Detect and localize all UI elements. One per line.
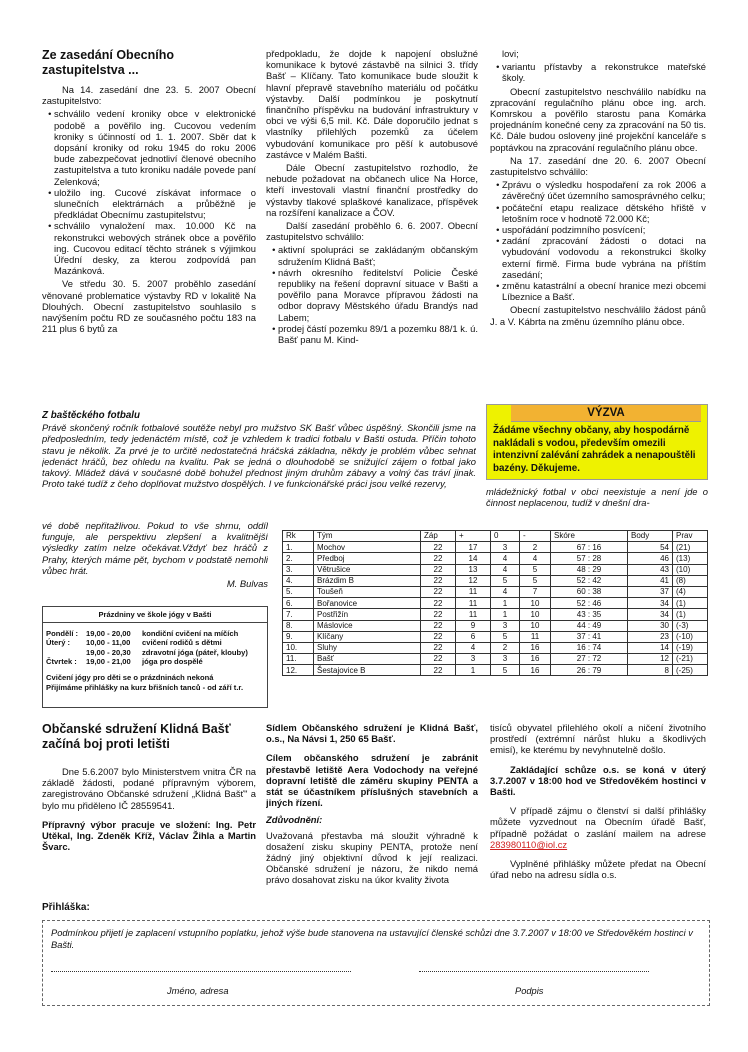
list-item: • variantu přístavby a rekonstrukce mateřské školy. [502, 61, 706, 83]
table-cell: 4. [283, 575, 314, 586]
yoga-time: 10,00 - 11,00 [86, 638, 131, 648]
table-cell: Předboj [314, 553, 421, 564]
table-cell: 3 [491, 654, 520, 665]
klidna-col1 [42, 722, 256, 894]
col-header: Záp [421, 531, 456, 542]
table-cell: 30 [628, 620, 673, 631]
col-header: + [456, 531, 491, 542]
col-header: Body [628, 531, 673, 542]
paragraph: Vyplněné přihlášky můžete předat na Obecní úřad nebo na adresu sídla o.s. [490, 858, 706, 881]
table-cell: 10 [520, 609, 551, 620]
paragraph [490, 805, 706, 850]
table-cell: 12 [456, 575, 491, 586]
yoga-day [43, 648, 86, 658]
resolution-list [42, 108, 256, 276]
table-row [283, 620, 708, 631]
table-cell: 44 : 49 [551, 620, 628, 631]
klidna-col3 [490, 722, 706, 912]
yoga-time: 19,00 - 21,00 [86, 657, 131, 667]
table-cell: (8) [673, 575, 708, 586]
table-cell: (-19) [673, 642, 708, 653]
name-address-line[interactable] [51, 970, 351, 972]
article-zasedani-col1 [42, 48, 256, 398]
list-item: • zadání zpracování žádosti o dotaci na vybudování vodovodu a rekonstrukci školky externí firmě. Firma bude vybrána na příštím zasedání; [502, 235, 706, 280]
table-cell: 1 [491, 598, 520, 609]
table-cell: 22 [421, 542, 456, 553]
yoga-activity: cvičení rodičů s dětmi [142, 638, 222, 648]
table-row [283, 609, 708, 620]
table-cell: 34 [628, 609, 673, 620]
article-zasedani-col2 [266, 48, 478, 398]
table-cell: 26 : 79 [551, 665, 628, 676]
table-cell: 12. [283, 665, 314, 676]
paragraph: Dále Obecní zastupitelstvo rozhodlo, že nebude požadovat na občanech ulice Na Horce, kteří investovali vlastní finanční prostředky do výstavby tlakové splaškové kanalizace, příspěvek na rozšíření kanalizace a ČOV. [266, 162, 478, 218]
paragraph: Sídlem Občanského sdružení je Klidná Bašť, o.s., Na Návsi 1, 250 65 Bašť. [266, 722, 478, 745]
football-article-cont-left [42, 520, 268, 600]
paragraph: Obecní zastupitelstvo neschválilo nabídku na zpracování regulačního plánu obce ing. arch. Komrskou a pověřilo starostu pana Komárka projednáním konečné ceny za zpracování na 50 tis. Kč. Dále budou osloveny jiné projekční kanceláře s poptávkou na zpracování regulačního plánu obce. [490, 85, 706, 153]
table-cell: Toušeň [314, 586, 421, 597]
table-cell: 27 : 72 [551, 654, 628, 665]
signature-label: Podpis [515, 986, 544, 996]
paragraph: tisíců obyvatel přilehlého okolí a ničení životního prostředí (extrémní nárůst hluku a škodlivých emisí), ke kterému by nevyhnutelně došlo. [490, 722, 706, 756]
table-cell: (-25) [673, 665, 708, 676]
table-cell: 17 [456, 542, 491, 553]
yoga-activity: kondiční cvičení na míčích [142, 628, 239, 638]
yoga-day: Pondělí : [46, 628, 79, 638]
table-cell: (-21) [673, 654, 708, 665]
table-cell: 5. [283, 586, 314, 597]
table-cell: 6 [456, 631, 491, 642]
table-row [283, 553, 708, 564]
yoga-note: Cvičení jógy pro děti se o prázdninách nekoná [46, 672, 214, 682]
yoga-day: Úterý : [46, 638, 71, 648]
table-cell: (-3) [673, 620, 708, 631]
table-cell: (4) [673, 586, 708, 597]
yoga-note: Přijímáme přihlášky na kurz břišních tanců - od září t.r. [46, 682, 244, 692]
table-cell: (21) [673, 542, 708, 553]
vyzva-title: VÝZVA [511, 405, 701, 422]
table-cell: 5 [491, 631, 520, 642]
table-cell: 22 [421, 586, 456, 597]
table-cell: 5 [491, 665, 520, 676]
table-cell: 3 [491, 542, 520, 553]
football-article [42, 410, 476, 510]
table-cell: Klíčany [314, 631, 421, 642]
table-cell: 22 [421, 553, 456, 564]
table-cell: 16 : 74 [551, 642, 628, 653]
football-title: Z baštěckého fotbalu [42, 410, 140, 421]
table-cell: 5 [520, 575, 551, 586]
table-cell: (-10) [673, 631, 708, 642]
table-row [283, 642, 708, 653]
article-title: Ze zasedání Obecního zastupitelstva ... [42, 48, 174, 77]
list-item: • počáteční etapu realizace dětského hřiště v letošním roce v hodnotě 72.000 Kč; [502, 202, 706, 224]
email-link[interactable]: 283980110@iol.cz [490, 838, 568, 850]
table-cell: 22 [421, 609, 456, 620]
paragraph: Další zasedání proběhlo 6. 6. 2007. Obecní zastupitelstvo schválilo: [266, 220, 478, 243]
table-cell: (1) [673, 598, 708, 609]
table-cell: 11 [456, 586, 491, 597]
table-cell: 10 [520, 620, 551, 631]
list-item: • změnu katastrální a obecní hranice mezi obcemi Líbeznice a Bašť. [502, 280, 706, 302]
prihlaska-form [42, 920, 710, 1006]
table-cell: 4 [456, 642, 491, 653]
vyzva-box [486, 404, 708, 480]
table-row [283, 654, 708, 665]
table-row [283, 631, 708, 642]
table-cell: 1 [491, 609, 520, 620]
vyzva-text: Žádáme všechny občany, aby hospodárně nakládali s vodou, především omezili intenzivní zalévání zahrádek a nenapouštěli bazény. Děkujeme. [493, 425, 696, 474]
table-cell: 43 [628, 564, 673, 575]
yoga-activity: zdravotní jóga (páteř, klouby) [142, 647, 248, 657]
table-cell: 22 [421, 575, 456, 586]
table-cell: Bašť [314, 654, 421, 665]
table-row [283, 564, 708, 575]
table-cell: 52 : 42 [551, 575, 628, 586]
table-cell: 13 [456, 564, 491, 575]
list-item: • schválilo vedení kroniky obce v elektronické podobě a pověřilo ing. Cucovou vedením kroniky s účinností od 1. 1. 2007. Sběr dat k dopsání kroniky od roku 1945 do roku 2006 bude zabezpečovat jednotliví členové obecního zastupitelstva a tuto kroniku nadále povede paní Zelenková; [54, 108, 256, 186]
table-cell: 2. [283, 553, 314, 564]
table-row [283, 665, 708, 676]
table-cell: 10. [283, 642, 314, 653]
paragraph: mládežnický fotbal v obci neexistuje a není jde o činnost neplacenou, tudíž v dnešní dra- [486, 486, 708, 509]
table-cell: 5 [491, 575, 520, 586]
table-cell: 2 [520, 542, 551, 553]
paragraph: Uvažovaná přestavba má sloužit výhradně k dosažení zisku skupiny PENTA, protože není žádný jiný objektivní důvod k její realizaci. Občanské sdružení je názoru, že nikdo nemá právo dosahovat zisku na úkor kvality života [266, 829, 478, 886]
resolution-list [266, 244, 478, 345]
col-header: Skóre [551, 531, 628, 542]
yoga-box [42, 606, 268, 708]
klidna-title-line1: Občanské sdružení Klidná Bašť [42, 722, 231, 736]
paragraph: Zakládající schůze o.s. se koná v úterý 3.7.2007 v 18:00 hod ve Středověkém hostinci v Bašti. [490, 763, 706, 798]
paragraph: lovi; [502, 48, 519, 59]
paragraph: vé době nepřitažlivou. Pokud to vše shrnu, oddíl funguje, ale perspektivu zlepšení a kvalitnější výsledky zatím nelze očekávat.Vždyť bez hráčů z Prahy, kterých máme pět, bychom v podstatě nemohli vůbec hrát. [42, 520, 268, 576]
paragraph: Na 14. zasedání dne 23. 5. 2007 Obecní zastupitelstvo: [42, 84, 256, 107]
paragraph-text: V případě zájmu o členství si další přihlášky můžete vyzvednout na Obecním úřadě Bašť, případně požádat o zaslání mailem na adrese [490, 805, 706, 839]
table-cell: 12 [628, 654, 673, 665]
yoga-time: 19,00 - 20,30 [86, 647, 131, 657]
table-cell: 3. [283, 564, 314, 575]
table-cell: 37 [628, 586, 673, 597]
col-header: Prav [673, 531, 708, 542]
table-cell: 37 : 41 [551, 631, 628, 642]
klidna-col2 [266, 722, 478, 912]
table-cell: 46 [628, 553, 673, 564]
table-cell: 22 [421, 665, 456, 676]
resolution-list [490, 61, 706, 83]
table-cell: 6. [283, 598, 314, 609]
table-cell: 34 [628, 598, 673, 609]
yoga-day: Čtvrtek : [46, 657, 77, 667]
table-cell: 8. [283, 620, 314, 631]
football-article-cont-right [486, 486, 708, 522]
table-cell: 10 [520, 598, 551, 609]
table-cell: 22 [421, 564, 456, 575]
list-item: • Zprávu o výsledku hospodaření za rok 2006 a závěrečný účet územního samosprávného celku; [502, 179, 706, 201]
table-cell: 3 [456, 654, 491, 665]
table-cell: 41 [628, 575, 673, 586]
table-cell: Větrušice [314, 564, 421, 575]
zduvodneni-title: Zdůvodnění: [266, 814, 323, 826]
col-header: Rk [283, 531, 314, 542]
paragraph: Cílem občanského sdružení je zabránit přestavbě letiště Aera Vodochody na veřejné dopravní letiště dle záměru skupiny PENTA a stát se účastníkem příslušných stavebních a jiných řízení. [266, 752, 478, 809]
col-header: Tým [314, 531, 421, 542]
table-cell: 22 [421, 631, 456, 642]
table-cell: Šestajovice B [314, 665, 421, 676]
name-address-label: Jméno, adresa [167, 986, 229, 996]
yoga-activity: jóga pro dospělé [142, 657, 203, 667]
table-cell: 22 [421, 654, 456, 665]
table-cell: Máslovice [314, 620, 421, 631]
table-cell: 11 [520, 631, 551, 642]
article-zasedani-col3 [490, 48, 706, 398]
table-cell: 57 : 28 [551, 553, 628, 564]
table-cell: 1 [456, 665, 491, 676]
table-row [283, 542, 708, 553]
yoga-row [43, 629, 267, 639]
table-cell: 7 [520, 586, 551, 597]
table-cell: Bořanovice [314, 598, 421, 609]
table-cell: 11. [283, 654, 314, 665]
col-header: - [520, 531, 551, 542]
table-cell: 16 [520, 642, 551, 653]
table-cell: 8 [628, 665, 673, 676]
yoga-title: Prázdniny ve škole jógy v Bašti [43, 607, 267, 623]
paragraph: Právě skončený ročník fotbalové soutěže nebyl pro mužstvo SK Bašť vůbec úspěšný. Skončili jsme na předposledním, tedy jedenáctém místě, což je vzhledem k tradici fotbalu v Bašti ostuda. Příčin tohoto stavu je několik. Za prvé je to určitě nedostatečná hráčská základna, někdy je problém vůbec sehnat jedenáct hráčů, bez ohledu na kvalitu. Pak se jedná o dlouhodobě se snižující zájem o fotbal jako takový. Mládež dává v současné době bohužel přednost jiným druhům zábavy a volný čas tráví jinak. Proto také tudíž z čeho doplňovat mužstvo dospělých. I ve funkcionářské práci jsou velké rezervy, [42, 422, 476, 490]
table-cell: 23 [628, 631, 673, 642]
table-cell: 22 [421, 620, 456, 631]
table-header-row [283, 531, 708, 542]
paragraph: Přípravný výbor pracuje ve složení: Ing. Petr Utěkal, Ing. Zdeněk Kříž, Václav Žihla a Martin Švarc. [42, 818, 256, 853]
table-cell: 4 [520, 553, 551, 564]
table-cell: 16 [520, 665, 551, 676]
resolution-list [490, 179, 706, 302]
table-row [283, 586, 708, 597]
table-cell: (1) [673, 609, 708, 620]
table-cell: 4 [491, 564, 520, 575]
yoga-time: 19,00 - 20,00 [86, 628, 131, 638]
table-cell: 11 [456, 609, 491, 620]
table-cell: Sluhy [314, 642, 421, 653]
list-item: • uložilo ing. Cucové získávat informace o slunečních elektrárnách a průběžně je předkládat Obecnímu zastupitelstvu; [54, 187, 256, 221]
table-cell: (10) [673, 564, 708, 575]
list-item: • schválilo vynaložení max. 10.000 Kč na rekonstrukci webových stránek obce a pověřilo ing. Cucovou editací těchto stránek s výjimkou Úřední desky, za kterou zodpovídá pan Mazánková. [54, 220, 256, 276]
table-row [283, 575, 708, 586]
table-cell: 52 : 46 [551, 598, 628, 609]
table-cell: Brázdim B [314, 575, 421, 586]
table-cell: Mochov [314, 542, 421, 553]
list-item: • prodej částí pozemku 89/1 a pozemku 88/1 k. ú. Bašť panu M. Kind- [278, 323, 478, 345]
signature: M. Bulvas [226, 578, 268, 590]
paragraph: Dne 5.6.2007 bylo Ministerstvem vnitra ČR na základě žádosti, podané přípravným výborem, zaregistrováno Občanské sdružení „Klidná Bašť" a bylo mu přiděleno IČ 28559541. [42, 766, 256, 811]
league-table [282, 530, 708, 676]
paragraph: Na 17. zasedání dne 20. 6. 2007 Obecní zastupitelstvo schválilo: [490, 154, 706, 178]
list-item: • návrh okresního ředitelství Policie České republiky na řešení dopravní situace v Bašti a pověřilo pana Moravce přípravou žádosti na odbor dopravy Městského úřadu Brandýs nad Labem; [278, 267, 478, 323]
paragraph: Ve středu 30. 5. 2007 proběhlo zasedání věnované problematice výstavby RD v lokalitě Na Dlouhých. Obecní zastupitelstvo souhlasilo s navýšením počtu RD ze současného počtu 183 na 211 plus 6 bytů za [42, 278, 256, 335]
table-cell: 2 [491, 642, 520, 653]
table-cell: 11 [456, 598, 491, 609]
table-cell: 3 [491, 620, 520, 631]
prihlaska-text: Podmínkou přijetí je zaplacení vstupního poplatku, jehož výše bude stanovena na ustavující členské schůzi dne 3.7.2007 v 18:00 ve Středověkém hostinci v Bašti. [51, 928, 693, 950]
table-cell: 14 [628, 642, 673, 653]
table-cell: 5 [520, 564, 551, 575]
yoga-row [43, 638, 267, 648]
table-cell: 22 [421, 598, 456, 609]
table-cell: 14 [456, 553, 491, 564]
table-cell: Postřižín [314, 609, 421, 620]
table-cell: 4 [491, 553, 520, 564]
col-header: 0 [491, 531, 520, 542]
table-row [283, 598, 708, 609]
klidna-title [42, 722, 256, 752]
table-cell: 67 : 16 [551, 542, 628, 553]
table-cell: 60 : 38 [551, 586, 628, 597]
yoga-row [43, 657, 267, 667]
table-cell: 16 [520, 654, 551, 665]
table-body [283, 542, 708, 676]
prihlaska-title: Přihláška: [42, 902, 90, 913]
table-cell: 4 [491, 586, 520, 597]
table-cell: 22 [421, 642, 456, 653]
klidna-title-line2: začíná boj proti letišti [42, 737, 170, 751]
paragraph: předpokladu, že dojde k napojení obslužné komunikace k bytové zástavbě na silnici 3. třídy Bašť – Klíčany. Tato komunikace bude sloužit k hlavní přepravě stavebního materiálu od počátku výstavby. Další podmínkou je poskytnutí finančního příspěvku na budování infrastruktury v obci ve výši 6,5 mil. Kč. Dále doporučilo jednat s vlastníky přilehlých pozemků za účelem vybudování komunikace pro pěší k autobusové zastávce v Malém Bašti. [266, 48, 478, 160]
table-cell: 9 [456, 620, 491, 631]
table-cell: 43 : 35 [551, 609, 628, 620]
table-cell: 54 [628, 542, 673, 553]
list-item: • uspořádání podzimního posvícení; [502, 224, 706, 235]
table-cell: (13) [673, 553, 708, 564]
yoga-row [43, 648, 267, 658]
table-cell: 48 : 29 [551, 564, 628, 575]
table-cell: 9. [283, 631, 314, 642]
signature-line[interactable] [419, 970, 649, 972]
table-cell: 1. [283, 542, 314, 553]
table-cell: 7. [283, 609, 314, 620]
paragraph: Obecní zastupitelstvo neschválilo žádost pánů J. a V. Kábrta na změnu územního plánu obce. [490, 304, 706, 327]
list-item: • aktivní spolupráci se zakládaným občanským sdružením Klidná Bašť; [278, 244, 478, 266]
prihlaska-label [42, 902, 192, 918]
